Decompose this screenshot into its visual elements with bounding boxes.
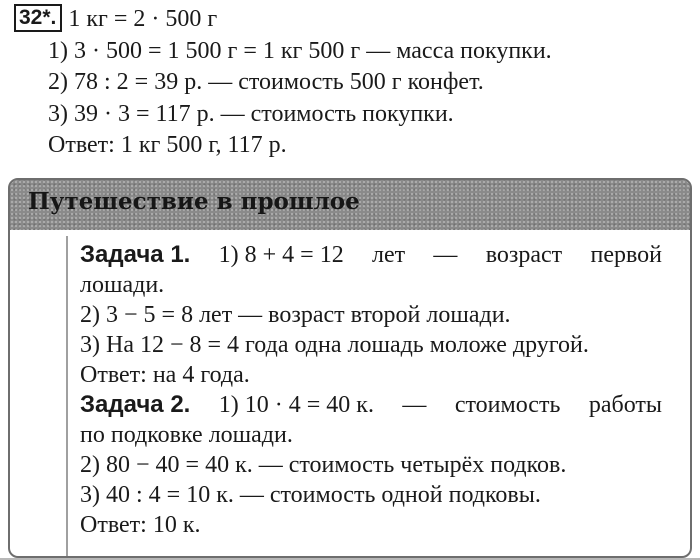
task1-step-3: 3) На 12 − 8 = 4 года одна лошадь моложе другой. [80,332,589,358]
task1-line1-part: 1) 8 + 4 = 12 [218,242,344,268]
problem-step-3: 3) 39 · 3 = 117 р. — стоимость покупки. [48,100,454,127]
task2-label: Задача 2. [80,391,191,418]
task1-line1-part: лет [372,242,406,268]
task1-first-line [80,240,662,270]
task2-step-3: 3) 40 : 4 = 10 к. — стоимость одной подковы. [80,482,541,508]
history-body [66,236,664,556]
task2-line1-part: работы [588,392,662,418]
problem-header-equation: 1 кг = 2 · 500 г [68,6,218,32]
task2-line1-continuation: по подковке лошади. [80,422,293,448]
problem-32 [14,4,690,162]
history-section [8,178,692,558]
task1-line1-part: первой [590,242,662,268]
task2-first-line [80,390,662,420]
task2-line1-part: — [402,392,427,418]
history-text [80,240,662,540]
history-header [10,180,690,230]
problem-number-badge: 32*. [14,4,62,32]
task1-answer: Ответ: на 4 года. [80,362,250,388]
task2-line1-part: 1) 10 · 4 = 40 к. [218,392,374,418]
task1-line1-part: — [433,242,458,268]
task1-label: Задача 1. [80,241,191,268]
task2-answer: Ответ: 10 к. [80,512,201,538]
problem-step-1: 1) 3 · 500 = 1 500 г = 1 кг 500 г — масса покупки. [48,37,552,64]
task1-step-2: 2) 3 − 5 = 8 лет — возраст второй лошади. [80,302,511,328]
problem-step-2: 2) 78 : 2 = 39 р. — стоимость 500 г конфет. [48,69,484,95]
task2-step-2: 2) 80 − 40 = 40 к. — стоимость четырёх подков. [80,452,567,478]
task2-line1-part: стоимость [454,392,561,418]
problem-answer: Ответ: 1 кг 500 г, 117 р. [48,132,287,158]
problem-header [14,4,690,36]
task1-line1-part: возраст [485,242,563,268]
task1-line1-continuation: лошади. [80,272,165,298]
history-title: Путешествие в прошлое [28,188,360,215]
